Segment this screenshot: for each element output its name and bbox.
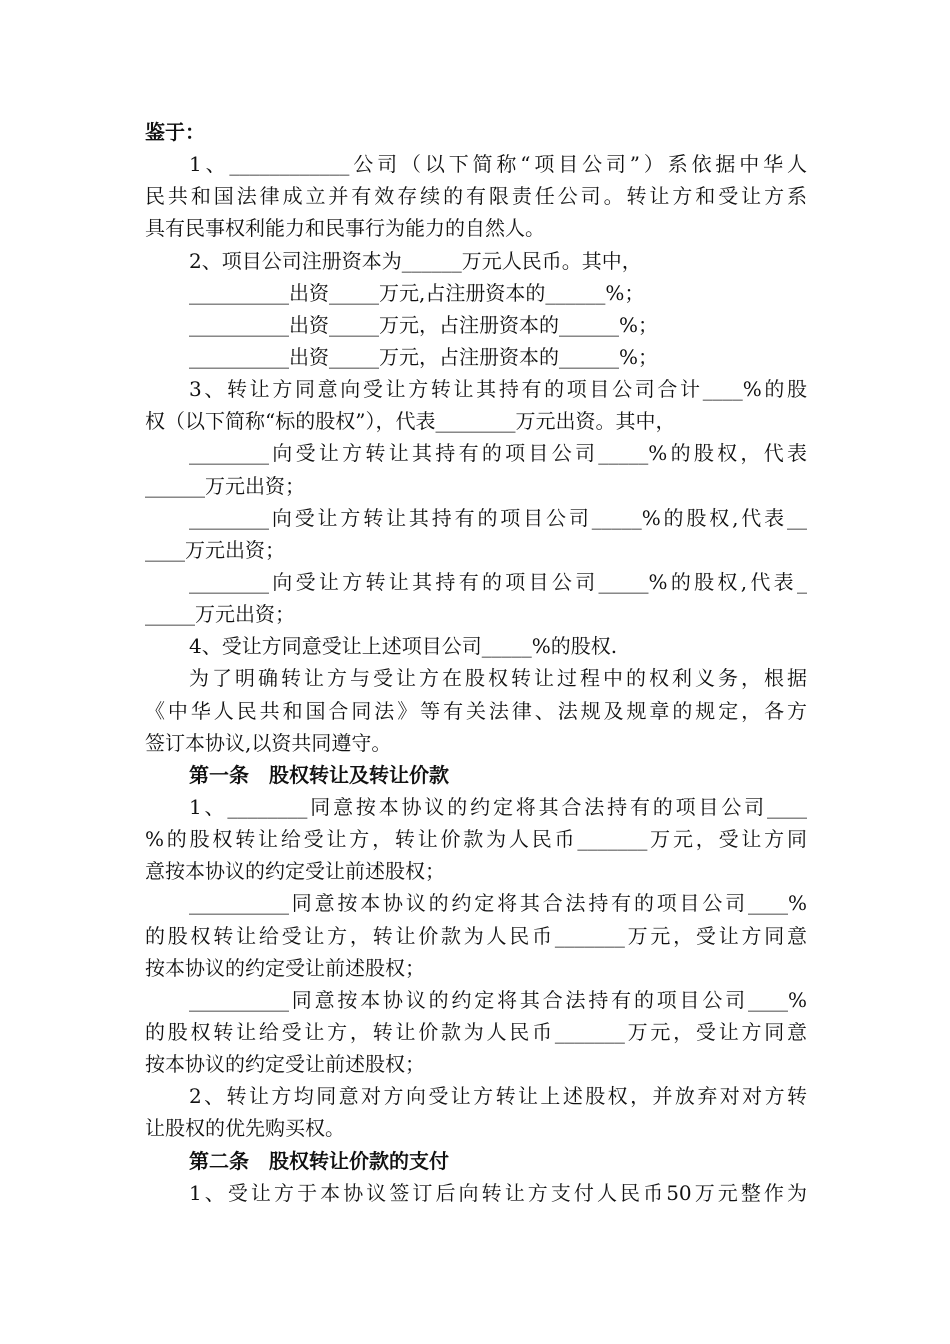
text-line: 权（以下简称“标的股权”），代表________万元出资。其中，	[145, 409, 676, 434]
text-line: ________向受让方转让其持有的项目公司_____%的股权,代表__	[189, 505, 807, 530]
text-line: 1、________同意按本协议的约定将其合法持有的项目公司____	[189, 794, 807, 819]
text-line: 签订本协议,以资共同遵守。	[145, 730, 392, 755]
text-line: __________出资_____万元，占注册资本的______%；	[189, 312, 659, 337]
text-line: 3、转让方同意向受让方转让其持有的项目公司合计____%的股	[189, 377, 807, 402]
text-line: __________同意按本协议的约定将其合法持有的项目公司____%	[189, 891, 807, 916]
section-heading: 鉴于：	[145, 120, 205, 144]
text-line: 让股权的优先购买权。	[145, 1116, 345, 1141]
text-line: 意按本协议的约定受让前述股权；	[145, 859, 445, 884]
section-heading: 第二条 股权转让价款的支付	[189, 1148, 449, 1173]
text-line: __________同意按本协议的约定将其合法持有的项目公司____%	[189, 987, 807, 1012]
text-line: ______万元出资；	[145, 473, 305, 498]
text-line: 的股权转让给受让方，转让价款为人民币_______万元，受让方同意	[145, 1019, 807, 1044]
text-line: ________向受让方转让其持有的项目公司_____%的股权，代表	[189, 441, 807, 466]
text-line: 为了明确转让方与受让方在股权转让过程中的权利义务，根据	[189, 666, 807, 691]
text-line: __________出资_____万元,占注册资本的______%；	[189, 280, 645, 305]
text-line: 按本协议的约定受让前述股权；	[145, 955, 425, 980]
text-line: 1、____________公司（以下简称“项目公司”）系依据中华人	[189, 152, 807, 177]
text-line: 按本协议的约定受让前述股权；	[145, 1052, 425, 1077]
document-page	[145, 116, 807, 1209]
text-line: __________出资_____万元，占注册资本的______%；	[189, 344, 659, 369]
text-line: %的股权转让给受让方，转让价款为人民币_______万元，受让方同	[145, 827, 807, 852]
text-line: 民共和国法律成立并有效存续的有限责任公司。转让方和受让方系	[145, 184, 807, 209]
text-line: 的股权转让给受让方，转让价款为人民币_______万元，受让方同意	[145, 923, 807, 948]
text-line: ____万元出资；	[145, 537, 285, 562]
section-heading: 第一条 股权转让及转让价款	[189, 762, 449, 787]
text-line: 具有民事权利能力和民事行为能力的自然人。	[145, 216, 545, 241]
text-line: 4、受让方同意受让上述项目公司_____%的股权.	[189, 634, 618, 659]
text-line: 1、受让方于本协议签订后向转让方支付人民币50万元整作为	[189, 1180, 807, 1205]
text-line: 《中华人民共和国合同法》等有关法律、法规及规章的规定，各方	[145, 698, 807, 723]
text-line: 2、项目公司注册资本为______万元人民币。其中，	[189, 248, 642, 273]
text-line: 2、转让方均同意对方向受让方转让上述股权，并放弃对对方转	[189, 1084, 807, 1109]
text-line: _____万元出资；	[145, 602, 295, 627]
text-line: ________向受让方转让其持有的项目公司_____%的股权,代表_	[189, 569, 807, 594]
